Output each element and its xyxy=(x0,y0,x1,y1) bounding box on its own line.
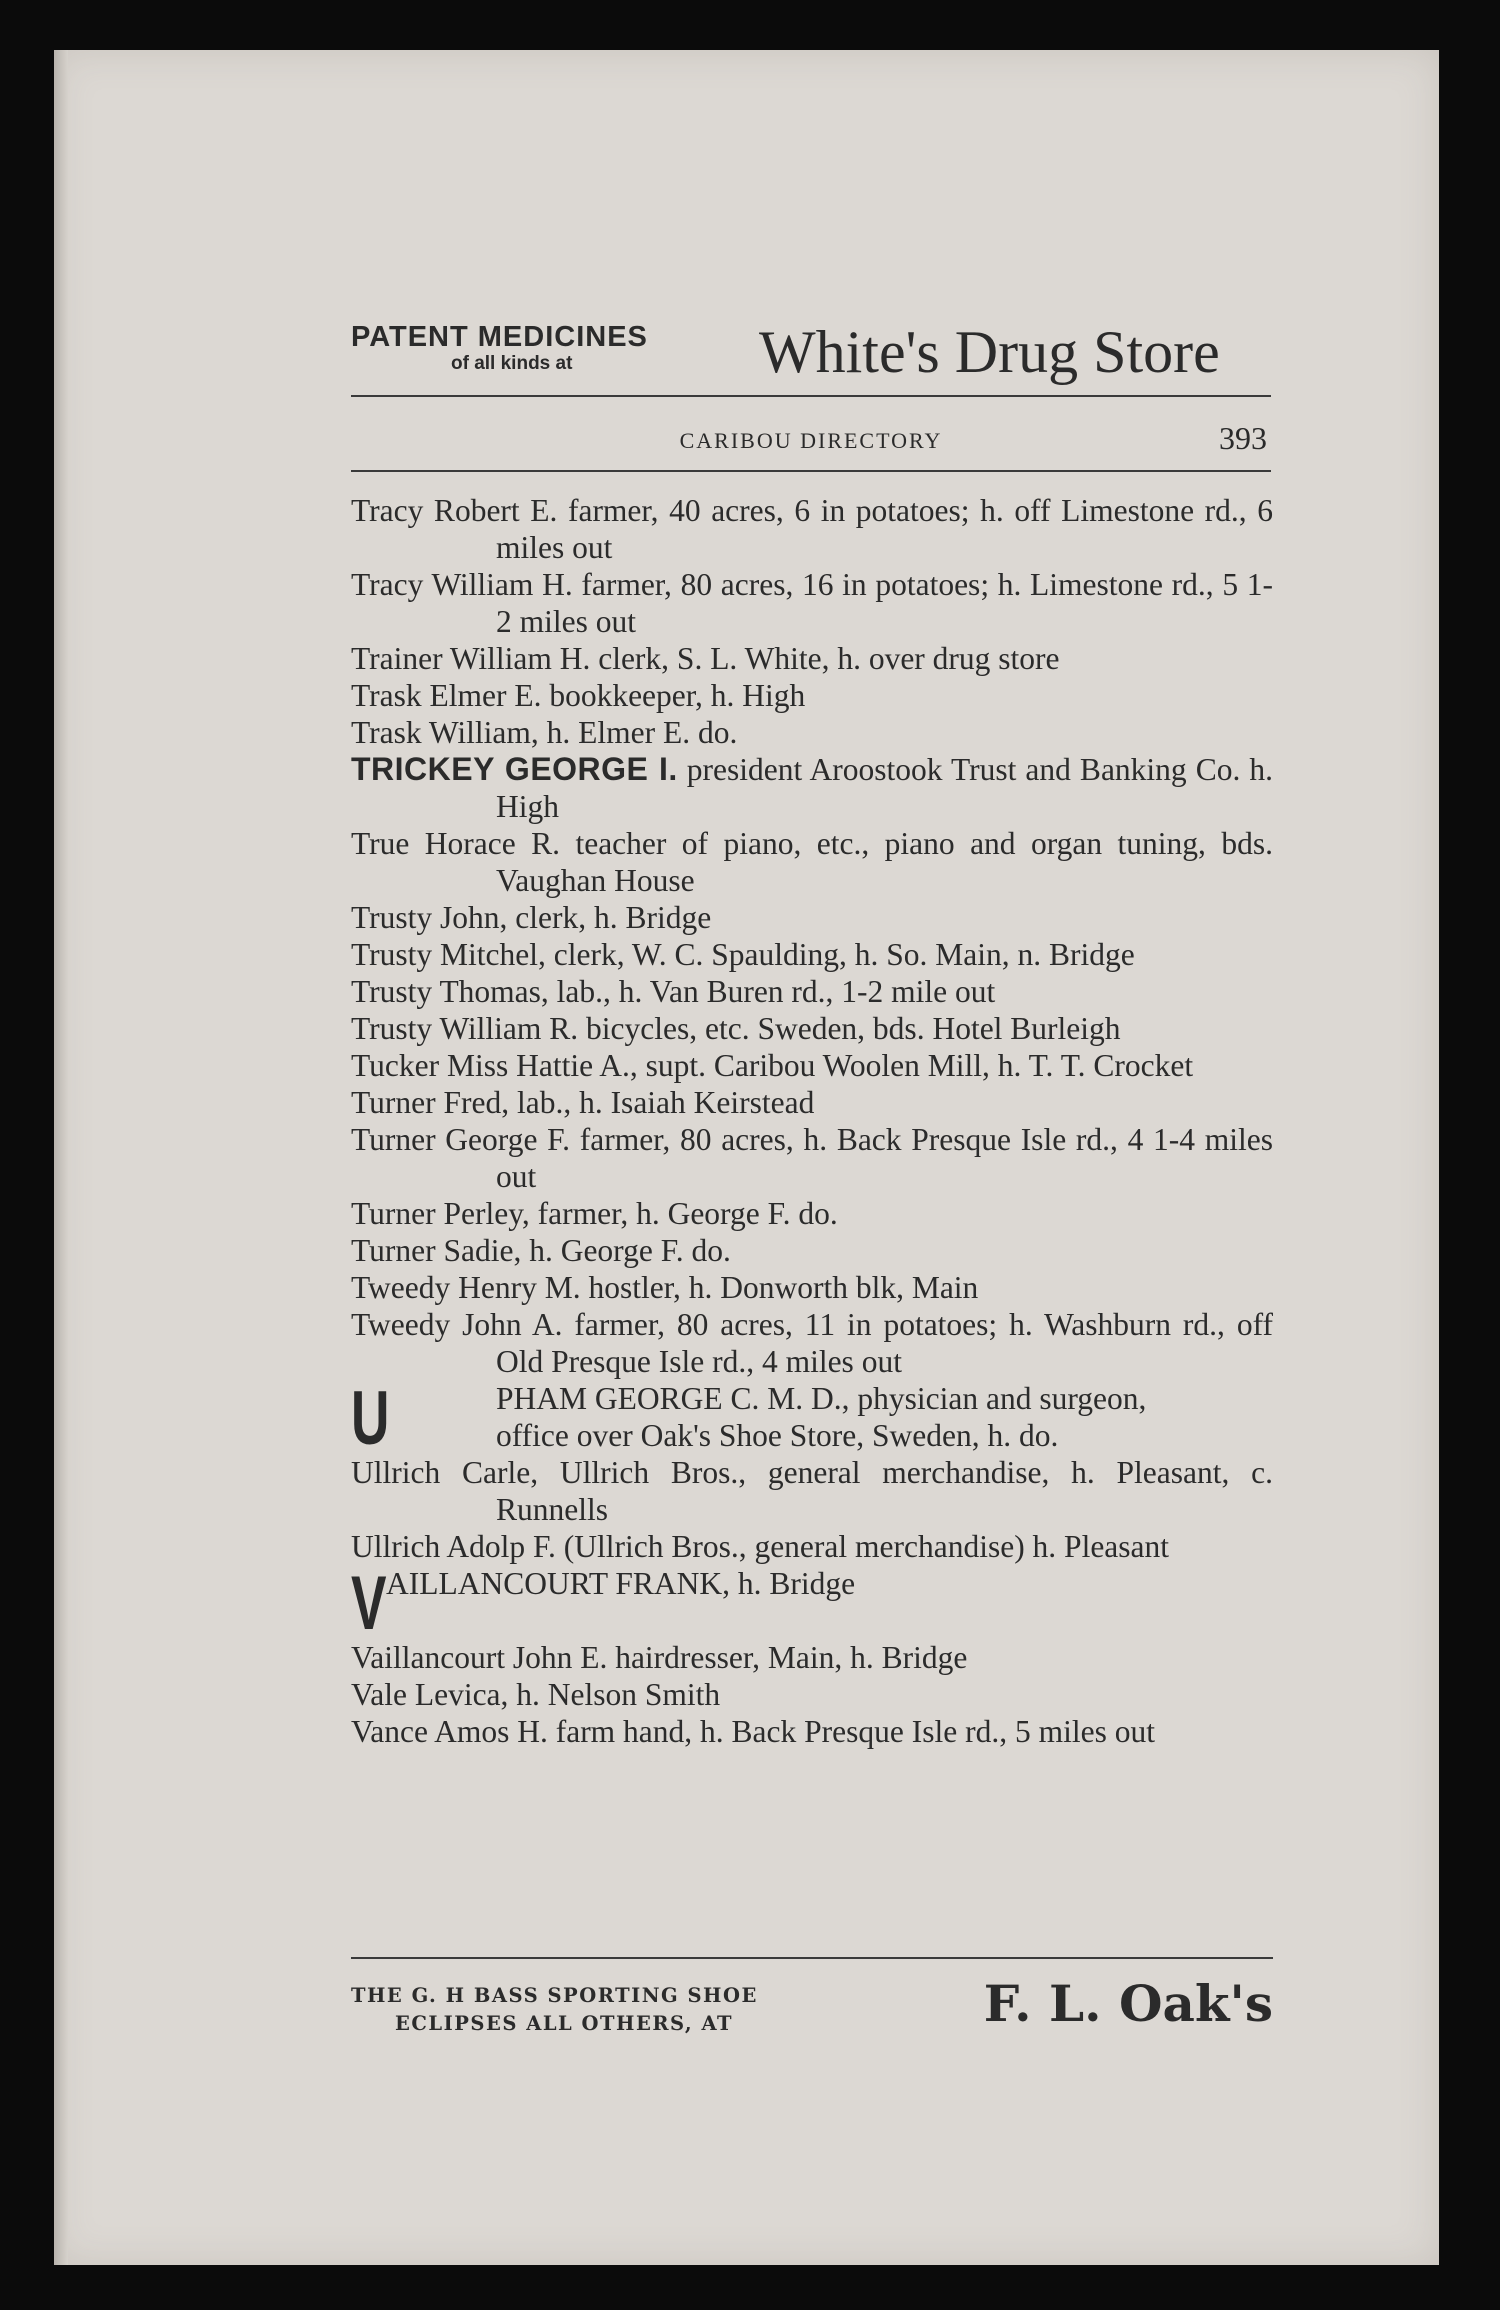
entry: Tracy Robert E. farmer, 40 acres, 6 in potatoes; h. off Limestone rd., 6 miles out xyxy=(351,493,1273,565)
entry: Trusty Mitchel, clerk, W. C. Spaulding, h. So. Main, n. Bridge xyxy=(351,937,1135,972)
entry: Tweedy Henry M. hostler, h. Donworth blk, Main xyxy=(351,1270,979,1305)
directory-entries xyxy=(351,492,1273,1750)
header-rule-bottom xyxy=(351,470,1271,472)
entry-bold-name: TRICKEY GEORGE I. xyxy=(351,751,678,787)
entry: Trask William, h. Elmer E. do. xyxy=(351,715,738,750)
footer-rule xyxy=(351,1957,1273,1959)
header-ad-line2: of all kinds at xyxy=(451,353,573,374)
entry: Trusty William R. bicycles, etc. Sweden, bds. Hotel Burleigh xyxy=(351,1011,1121,1046)
footer-ad-left xyxy=(351,1982,758,2038)
page-content xyxy=(299,260,1274,2035)
entry-trickey xyxy=(351,751,1273,825)
entry-text: president Aroostook Trust and Banking Co. h. High xyxy=(496,752,1274,824)
entry: Tweedy John A. farmer, 80 acres, 11 in potatoes; h. Washburn rd., off Old Presque Isle rd., 4 miles out xyxy=(351,1307,1273,1379)
entry: Ullrich Carle, Ullrich Bros., general merchandise, h. Pleasant, c. Runnells xyxy=(351,1455,1273,1527)
footer-ad-store-name: F. L. Oak's xyxy=(983,1974,1273,2033)
entry: Trusty Thomas, lab., h. Van Buren rd., 1-2 mile out xyxy=(351,974,996,1009)
entry: Vale Levica, h. Nelson Smith xyxy=(351,1677,721,1712)
entry: Turner Fred, lab., h. Isaiah Keirstead xyxy=(351,1085,815,1120)
entry: Trask Elmer E. bookkeeper, h. High xyxy=(351,678,806,713)
header-ad-store-name: White's Drug Store xyxy=(759,319,1220,385)
header-rule-top xyxy=(351,395,1271,397)
drop-cap-u: U xyxy=(351,1376,390,1461)
running-head-title: CARIBOU DIRECTORY xyxy=(679,428,943,453)
entry-vaillancourt xyxy=(351,1561,1273,1646)
entry-vaillancourt-first-line: AILLANCOURT FRANK, h. Bridge xyxy=(386,1566,856,1601)
entry-upham-rest: office over Oak's Shoe Store, Sweden, h. do. xyxy=(496,1418,1059,1453)
header-ad-line1: PATENT MEDICINES xyxy=(351,321,648,353)
entry: Turner Sadie, h. George F. do. xyxy=(351,1233,731,1268)
entry: Trusty John, clerk, h. Bridge xyxy=(351,900,712,935)
entry-upham-first-line: PHAM GEORGE C. M. D., physician and surgeon, xyxy=(496,1381,1147,1416)
running-head xyxy=(351,420,1271,460)
page-number: 393 xyxy=(1219,420,1267,456)
header-advertisement xyxy=(299,260,1274,390)
entry: Vaillancourt John E. hairdresser, Main, h. Bridge xyxy=(351,1640,968,1675)
entry: Turner George F. farmer, 80 acres, h. Back Presque Isle rd., 4 1-4 miles out xyxy=(351,1122,1273,1194)
footer-ad-line2: ECLIPSES ALL OTHERS, AT xyxy=(395,2012,734,2035)
entry: Tracy William H. farmer, 80 acres, 16 in potatoes; h. Limestone rd., 5 1-2 miles out xyxy=(351,567,1273,639)
footer-advertisement xyxy=(351,1972,1273,2052)
entry: Vance Amos H. farm hand, h. Back Presque Isle rd., 5 miles out xyxy=(351,1714,1155,1749)
header-ad-left xyxy=(351,322,648,376)
entry-upham xyxy=(351,1376,1273,1461)
page-spine-shadow xyxy=(54,50,68,2265)
entry: Tucker Miss Hattie A., supt. Caribou Woolen Mill, h. T. T. Crocket xyxy=(351,1048,1194,1083)
directory-page xyxy=(54,50,1439,2265)
entry: Trainer William H. clerk, S. L. White, h. over drug store xyxy=(351,641,1060,676)
entry: Turner Perley, farmer, h. George F. do. xyxy=(351,1196,838,1231)
drop-cap-v: V xyxy=(351,1561,387,1646)
entry: Ullrich Adolp F. (Ullrich Bros., general merchandise) h. Pleasant xyxy=(351,1529,1170,1564)
entry: True Horace R. teacher of piano, etc., piano and organ tuning, bds. Vaughan House xyxy=(351,826,1273,898)
footer-ad-line1: THE G. H BASS SPORTING SHOE xyxy=(351,1984,758,2007)
